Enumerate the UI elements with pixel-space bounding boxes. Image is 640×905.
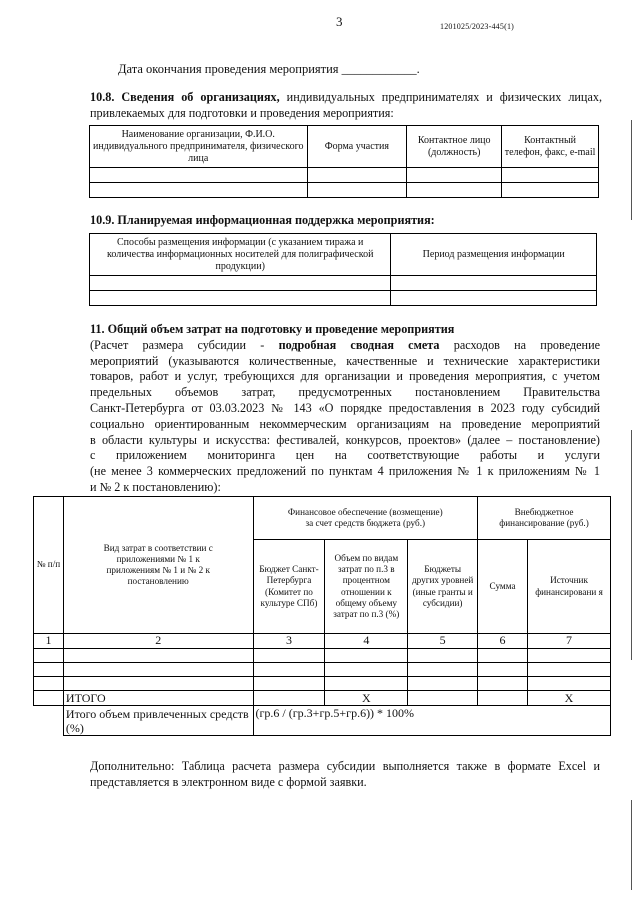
info-col-methods: Способы размещения информации (с указанием тиража и количества информационных носителей для полиграфической продукции) — [90, 234, 391, 276]
column-numbers-row — [34, 634, 611, 649]
section-10-8-heading — [90, 90, 602, 122]
budget-col-percent: Объем по видам затрат по п.3 в процентном отношении к общему объему затрат по п.3 (%) — [325, 540, 408, 634]
total-row — [34, 691, 611, 706]
section-11-line: предельных объемов затрат, предусмотренных постановлением Правительства — [90, 385, 600, 400]
section-10-8-title: 10.8. Сведения об организациях, — [90, 90, 280, 104]
section-11-line: (Расчет размера субсидии - подробная сводная смета расходов на проведение — [90, 337, 601, 352]
section-10-8-title-line2: привлекаемых для подготовки и проведения мероприятия: — [90, 105, 394, 120]
column-number: 4 — [325, 634, 408, 649]
budget-col-num: № п/п — [34, 497, 64, 634]
attracted-label: Итого объем привлеченных средств (%) — [63, 706, 253, 736]
table-row — [34, 677, 611, 691]
budget-table — [33, 496, 611, 736]
budget-col-sum: Сумма — [478, 540, 528, 634]
section-11-line: (не менее 3 коммерческих предложений по пунктам 4 приложения № 1 к приложениям № 1 — [90, 464, 600, 479]
section-11-line: и № 2 к постановлению): — [90, 479, 221, 494]
section-11-line: социально ориентированным некоммерческим организациям на проведение мероприятий — [90, 416, 600, 431]
footer-note: Дополнительно: Таблица расчета размера субсидии выполняется также в формате Excel и представляется в электронном виде с формой заявки. — [90, 759, 600, 789]
org-col-contact: Контактное лицо (должность) — [407, 126, 502, 168]
column-number: 3 — [253, 634, 325, 649]
table-row — [90, 291, 597, 306]
total-x-mark: Х — [528, 691, 611, 706]
column-number: 5 — [408, 634, 478, 649]
column-number: 2 — [63, 634, 253, 649]
page-number: 3 — [336, 14, 343, 29]
scan-edge-line — [631, 120, 632, 220]
section-10-9-heading: 10.9. Планируемая информационная поддержка мероприятия: — [90, 213, 435, 227]
budget-col-source: Источник финансировани я — [528, 540, 611, 634]
column-number: 7 — [528, 634, 611, 649]
info-support-table — [89, 233, 597, 306]
scan-edge-line — [631, 430, 632, 660]
table-row — [90, 276, 597, 291]
section-11-line: в области культуры и искусства: фестивалей, конкурсов, проектов» (далее – постановление) — [90, 432, 600, 447]
org-col-form: Форма участия — [307, 126, 407, 168]
table-row — [90, 168, 599, 183]
scan-edge-line — [631, 800, 632, 890]
section-11-line: мероприятий (указываются количественные, качественные и технические характеристики — [90, 353, 600, 368]
attracted-formula: (гр.6 / (гр.3+гр.5+гр.6)) * 100% — [253, 706, 610, 736]
column-number: 1 — [34, 634, 64, 649]
end-date-line: Дата окончания проведения мероприятия ____________. — [118, 62, 420, 76]
section-11-line: товаров, работ и услуг, требующихся для организации и проведения мероприятия, с учетом — [90, 369, 600, 384]
table-row — [34, 649, 611, 663]
budget-col-spb: Бюджет Санкт-Петербурга (Комитет по культуре СПб) — [253, 540, 325, 634]
document-id: 1201025/2023-445(1) — [440, 22, 515, 31]
column-number: 6 — [478, 634, 528, 649]
budget-col-kind: Вид затрат в соответствии с приложениями № 1 к приложениям № 1 и № 2 к постановлению — [63, 497, 253, 634]
total-x-mark: Х — [325, 691, 408, 706]
section-11-text — [90, 322, 600, 496]
budget-col-other: Бюджеты других уровней (иные гранты и субсидии) — [408, 540, 478, 634]
total-label: ИТОГО — [63, 691, 253, 706]
info-col-period: Период размещения информации — [391, 234, 597, 276]
org-col-name: Наименование организации, Ф.И.О. индивидуального предпринимателя, физического лица — [90, 126, 308, 168]
budget-col-financing: Финансовое обеспечение (возмещение) за счет средств бюджета (руб.) — [253, 497, 478, 540]
section-11-heading: 11. Общий объем затрат на подготовку и проведение мероприятия — [90, 322, 455, 336]
section-11-line: с приложением мониторинга цен на соответствующие работы и услуги — [90, 448, 600, 463]
section-10-8-title-rest: индивидуальных предпринимателях и физических лицах, — [279, 90, 602, 104]
org-col-phone: Контактный телефон, факс, e-mail — [502, 126, 599, 168]
table-row — [90, 183, 599, 198]
budget-col-extrabudget: Внебюджетное финансирование (руб.) — [478, 497, 611, 540]
section-11-line: Санкт-Петербурга от 03.03.2023 № 143 «О порядке предоставления в 2023 году субсидий — [90, 400, 600, 415]
attracted-row — [34, 706, 611, 736]
organizations-table — [89, 125, 599, 198]
table-row — [34, 663, 611, 677]
